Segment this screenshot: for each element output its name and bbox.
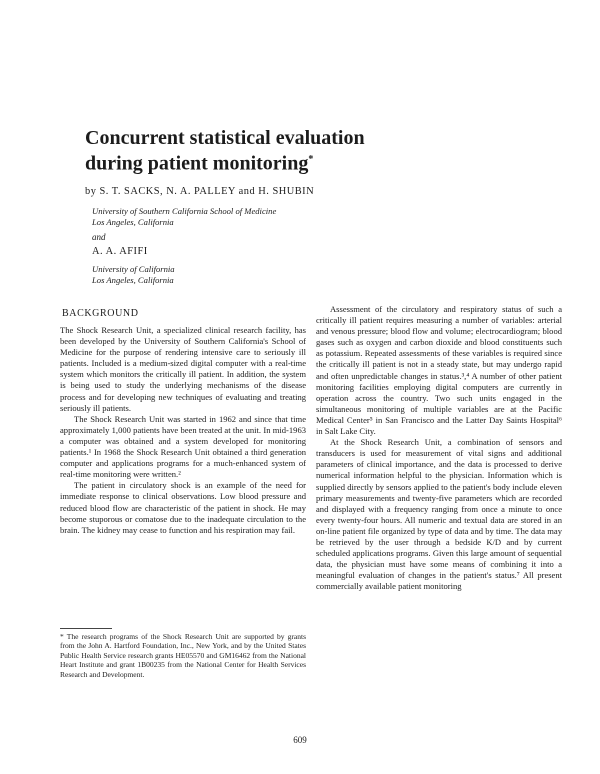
affiliation-2-institution: University of California	[92, 264, 175, 274]
affiliation-1-institution: University of Southern California School of Medicine	[92, 206, 277, 216]
second-author: A. A. AFIFI	[92, 246, 148, 257]
left-paragraph-2: The Shock Research Unit was started in 1962 and since that time approximately 1,000 patients have been treated at the unit. In mid-1963 a computer was obtained and a system developed for monitoring patients.¹ In 1968 the Shock Research Unit obtained a third generation computer and applications programs for a much-enhanced system of real-time monitoring were written.²	[60, 413, 306, 480]
right-paragraph-1: Assessment of the circulatory and respiratory status of such a critically ill patient requires measuring a number of variables: arterial and venous pressure; blood flow and volume; electrocardiogram; blood gases such as oxygen and carbon dioxide and blood constituents such as potassium. Repeated assessments of these variables is required since the critically ill patient is not in a steady state, but may undergo rapid and often unpredictable changes in status.³,⁴ A number of other patient monitoring facilities employing digital computers are currently in operation across the country. Two such units engaged in the simultaneous monitoring of multiple variables are at the Pacific Medical Center⁵ in San Francisco and the Latter Day Saints Hospital⁶ in Salt Lake City.	[316, 304, 562, 437]
affiliation-1-location: Los Angeles, California	[92, 217, 174, 227]
title-line-1: Concurrent statistical evaluation	[85, 127, 365, 149]
title-footnote-mark: *	[308, 154, 314, 165]
left-column	[60, 325, 306, 536]
author-list: by S. T. SACKS, N. A. PALLEY and H. SHUBIN	[85, 186, 315, 197]
affiliation-2-location: Los Angeles, California	[92, 275, 174, 285]
left-paragraph-1: The Shock Research Unit, a specialized clinical research facility, has been developed by the University of Southern California's School of Medicine for the purpose of rendering intensive care to seriously ill patients. Included is a medium-sized digital computer with a real-time system which monitors the critically ill patient. In addition, the system is being used to study the underlying mechanisms of the disease process and for developing new techniques of evaluating and treating seriously ill patients.	[60, 325, 306, 413]
footnote-rule	[60, 628, 112, 629]
right-column	[316, 304, 562, 592]
title-line-2: during patient monitoring	[85, 152, 309, 175]
page-number: 609	[293, 735, 307, 745]
right-paragraph-2: At the Shock Research Unit, a combination of sensors and transducers is used for measurement of vital signs and additional parameters of clinical importance, and the data is processed to derive numerical information helpful to the physician. Information which is supplied directly by sensors applied to the patient's body include eleven primary measurements and twenty-five parameters which are recorded and displayed with a frequency ranging from once a minute to once every twenty-four hours. All numeric and textual data are stored in an on-line patient file organized by type of data and by time. The data may be retrieved by the user through a bedside K/D and by current scheduled applications programs. Given this large amount of sequential data, the physician must have some means of combining it into a meaningful evaluation of changes in the patient's status.⁷ All present commercially available patient monitoring	[316, 437, 562, 592]
affiliation-2	[92, 264, 175, 286]
section-heading: BACKGROUND	[62, 308, 139, 319]
article-title	[85, 127, 505, 175]
left-paragraph-3: The patient in circulatory shock is an example of the need for immediate response to clinical observations. Low blood pressure and reduced blood flow are characteristic of the patient in shock. He may become stuporous or comatose due to the inadequate circulation to the brain. The kidney may cease to function and his respiration may fail.	[60, 480, 306, 535]
affiliation-1	[92, 206, 276, 228]
and-separator: and	[92, 232, 106, 242]
footnote: * The research programs of the Shock Research Unit are supported by grants from the John A. Hartford Foundation, Inc., New York, and by the United States Public Health Service research grants HE05570 and GM16462 from the National Heart Institute and grant 1B00235 from the National Center for Health Services Research and Development.	[60, 632, 306, 679]
